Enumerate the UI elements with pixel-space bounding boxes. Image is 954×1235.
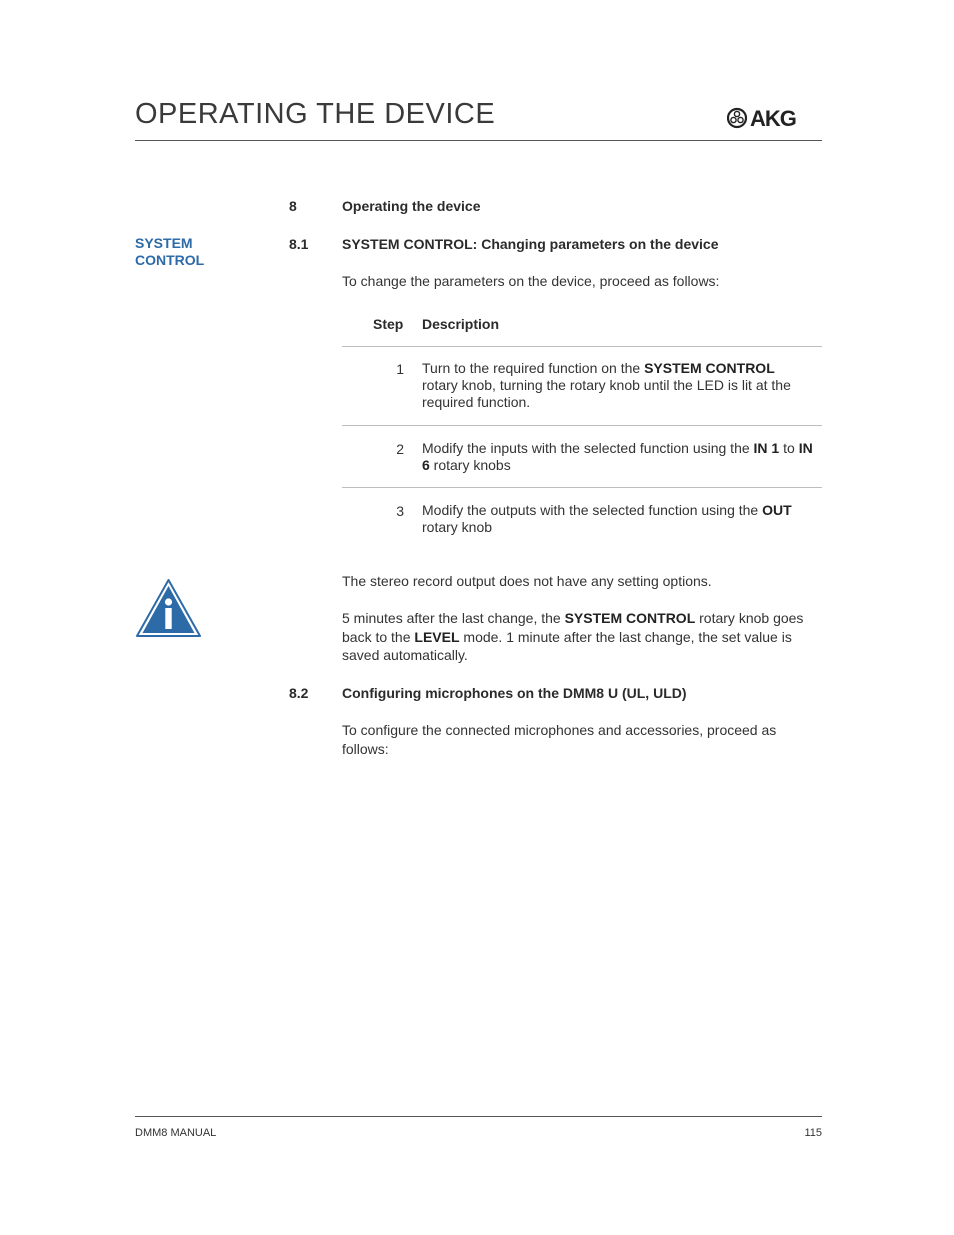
note-paragraph-1: The stereo record output does not have any setting options. (342, 573, 712, 589)
table-row-description: Modify the outputs with the selected function using the OUT rotary knob (422, 502, 792, 535)
table-row-description: Turn to the required function on the SYSTEM CONTROL rotary knob, turning the rotary knob until the LED is lit at the required function. (422, 360, 791, 410)
table-row-step: 1 (396, 361, 404, 377)
info-icon (135, 578, 202, 638)
table-row-step: 3 (396, 503, 404, 519)
section-8-title: Operating the device (342, 198, 481, 214)
table-row-description: Modify the inputs with the selected function using the IN 1 to IN 6 rotary knobs (422, 440, 813, 473)
section-8-1-intro: To change the parameters on the device, proceed as follows: (342, 273, 720, 289)
section-8-1-title: SYSTEM CONTROL: Changing parameters on the device (342, 236, 719, 252)
table-divider (342, 346, 822, 347)
footer-page-number: 115 (804, 1127, 822, 1139)
footer-rule (135, 1116, 822, 1117)
table-divider (342, 425, 822, 426)
footer-manual-name: DMM8 MANUAL (135, 1127, 217, 1139)
page-title: OPERATING THE DEVICE (135, 98, 496, 130)
header-rule (135, 140, 822, 141)
section-8-number: 8 (289, 198, 297, 214)
section-8-2-number: 8.2 (289, 685, 309, 701)
section-8-2-title: Configuring microphones on the DMM8 U (UL, ULD) (342, 685, 687, 701)
logo-text: AKG (750, 106, 796, 131)
sidebar-heading-line2: CONTROL (135, 252, 205, 268)
section-8-1-number: 8.1 (289, 236, 309, 252)
sidebar-heading (135, 235, 255, 269)
table-divider (342, 487, 822, 488)
sidebar-heading-line1: SYSTEM (135, 235, 193, 251)
akg-logo (727, 105, 823, 131)
section-8-2-intro: To configure the connected microphones and accessories, proceed as follows: (342, 722, 777, 757)
note-paragraph-2: 5 minutes after the last change, the SYSTEM CONTROL rotary knob goes back to the LEVEL mode. 1 minute after the last change, the set value is saved automatically. (342, 610, 804, 663)
table-header-description: Description (422, 316, 500, 332)
table-row-step: 2 (396, 441, 404, 457)
table-header-step: Step (373, 316, 404, 332)
